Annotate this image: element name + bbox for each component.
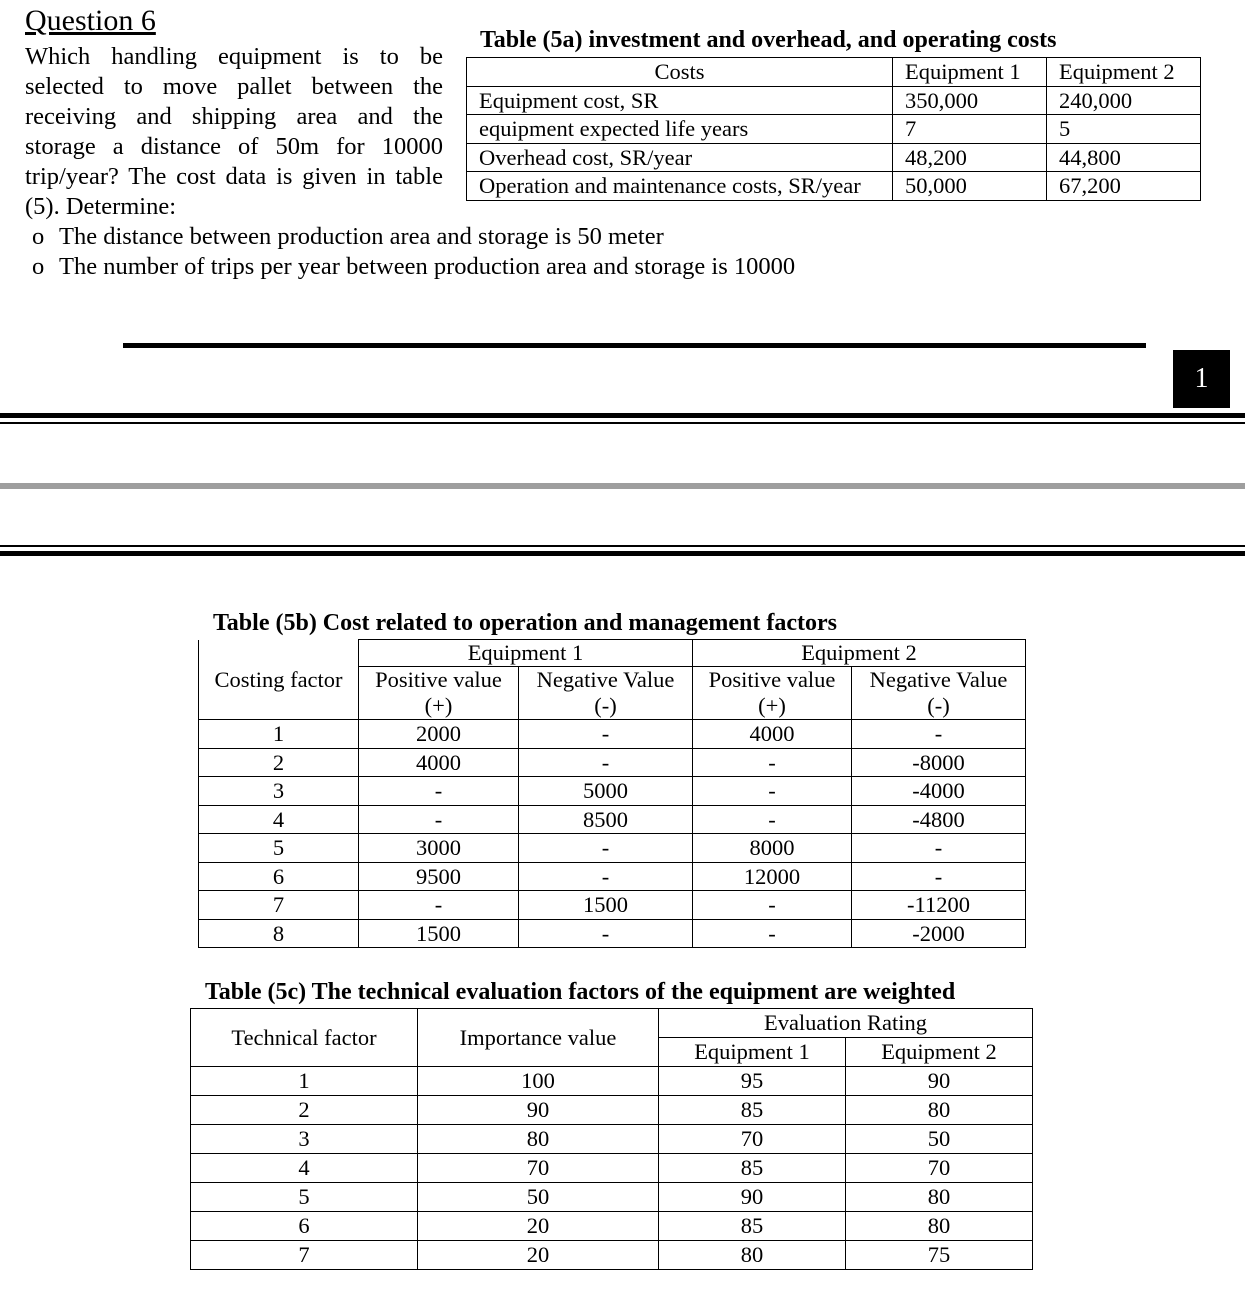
table-cell: -8000 <box>852 748 1026 777</box>
table-cell: equipment expected life years <box>467 115 893 144</box>
table-5a-caption: Table (5a) investment and overhead, and operating costs <box>480 27 1057 53</box>
table-cell: 2 <box>191 1096 418 1125</box>
table-cell: 80 <box>846 1096 1033 1125</box>
table-cell: 75 <box>846 1241 1033 1270</box>
table-cell: - <box>693 891 852 920</box>
table-cell: - <box>519 720 693 749</box>
table-row <box>191 1096 1033 1125</box>
table-cell: 350,000 <box>893 86 1047 115</box>
table-cell: 90 <box>659 1183 846 1212</box>
table-row <box>199 834 1026 863</box>
group-header-evaluation-rating: Evaluation Rating <box>659 1009 1033 1038</box>
sign-header: (-) <box>519 693 693 720</box>
column-header-importance-value: Importance value <box>418 1009 659 1067</box>
table-cell: 4000 <box>693 720 852 749</box>
table-header-row <box>467 58 1201 87</box>
table-cell: - <box>693 777 852 806</box>
group-header-equipment-2: Equipment 2 <box>693 640 1026 667</box>
table-cell: 4000 <box>359 748 519 777</box>
column-header: Equipment 1 <box>659 1038 846 1067</box>
table-cell: 48,200 <box>893 143 1047 172</box>
sign-header: (+) <box>693 693 852 720</box>
table-cell: 4 <box>191 1154 418 1183</box>
table-cell: - <box>852 720 1026 749</box>
table-cell: 90 <box>418 1096 659 1125</box>
table-cell: - <box>852 862 1026 891</box>
table-row <box>467 115 1201 144</box>
table-cell: 50 <box>418 1183 659 1212</box>
table-cell: 70 <box>659 1125 846 1154</box>
table-cell: 50,000 <box>893 172 1047 201</box>
bullet-icon: o <box>32 253 45 280</box>
table-cell: -2000 <box>852 919 1026 948</box>
page-number-badge: 1 <box>1173 350 1230 408</box>
table-cell: 2 <box>199 748 359 777</box>
table-header-row <box>199 667 1026 694</box>
table-cell: - <box>852 834 1026 863</box>
table-cell: - <box>693 805 852 834</box>
table-cell: 90 <box>846 1067 1033 1096</box>
question-title: Question 6 <box>25 4 156 37</box>
table-cell: 80 <box>846 1212 1033 1241</box>
table-header-row <box>199 693 1026 720</box>
table-header-row <box>191 1009 1033 1038</box>
table-cell: 7 <box>191 1241 418 1270</box>
table-row <box>199 862 1026 891</box>
table-cell: 3 <box>199 777 359 806</box>
sign-header: (+) <box>359 693 519 720</box>
table-row <box>191 1067 1033 1096</box>
table-cell: -4800 <box>852 805 1026 834</box>
table-row <box>191 1125 1033 1154</box>
table-cell: 12000 <box>693 862 852 891</box>
table-cell: 8500 <box>519 805 693 834</box>
page-gap-divider <box>0 483 1245 489</box>
table-5c-caption: Table (5c) The technical evaluation factors of the equipment are weighted <box>205 979 956 1005</box>
table-row <box>199 805 1026 834</box>
table-cell: 4 <box>199 805 359 834</box>
table-row <box>199 777 1026 806</box>
table-cell: 5000 <box>519 777 693 806</box>
table-cell: 8 <box>199 919 359 948</box>
table-cell: 3 <box>191 1125 418 1154</box>
table-cell: -4000 <box>852 777 1026 806</box>
page-header-rule-thin <box>0 545 1245 547</box>
bullet-item: o The distance between production area and storage is 50 meter <box>32 223 664 250</box>
table-cell: 70 <box>846 1154 1033 1183</box>
table-row <box>191 1154 1033 1183</box>
table-cell: 6 <box>199 862 359 891</box>
table-cell: Equipment cost, SR <box>467 86 893 115</box>
table-cell: 8000 <box>693 834 852 863</box>
table-row <box>467 143 1201 172</box>
column-header: Equipment 2 <box>1047 58 1201 87</box>
table-header-row <box>199 640 1026 667</box>
table-row <box>199 919 1026 948</box>
table-cell: 5 <box>1047 115 1201 144</box>
table-cell: 5 <box>199 834 359 863</box>
table-cell: 1500 <box>359 919 519 948</box>
sign-header: (-) <box>852 693 1026 720</box>
table-cell: 6 <box>191 1212 418 1241</box>
header-cell-empty <box>199 640 359 667</box>
table-cell: - <box>519 919 693 948</box>
column-header: Equipment 2 <box>846 1038 1033 1067</box>
table-cell: 67,200 <box>1047 172 1201 201</box>
header-cell-empty <box>199 693 359 720</box>
table-cell: 100 <box>418 1067 659 1096</box>
table-cell: - <box>519 748 693 777</box>
table-cell: 9500 <box>359 862 519 891</box>
table-cell: - <box>693 919 852 948</box>
column-header: Positive value <box>693 667 852 694</box>
table-cell: 1 <box>191 1067 418 1096</box>
table-row <box>199 891 1026 920</box>
table-cell: 20 <box>418 1212 659 1241</box>
table-5c <box>190 1008 1033 1270</box>
table-cell: - <box>519 834 693 863</box>
table-cell: 5 <box>191 1183 418 1212</box>
underline-rule <box>123 343 1146 348</box>
bullet-list <box>32 222 795 282</box>
table-cell: 2000 <box>359 720 519 749</box>
page-footer-rule-thin <box>0 422 1245 424</box>
table-cell: 50 <box>846 1125 1033 1154</box>
column-header-costing-factor: Costing factor <box>199 667 359 694</box>
table-cell: - <box>693 748 852 777</box>
table-cell: 7 <box>893 115 1047 144</box>
table-cell: 7 <box>199 891 359 920</box>
table-cell: 80 <box>659 1241 846 1270</box>
table-cell: 80 <box>846 1183 1033 1212</box>
table-cell: 1500 <box>519 891 693 920</box>
table-cell: 85 <box>659 1212 846 1241</box>
column-header-technical-factor: Technical factor <box>191 1009 418 1067</box>
column-header: Positive value <box>359 667 519 694</box>
table-cell: 3000 <box>359 834 519 863</box>
group-header-equipment-1: Equipment 1 <box>359 640 693 667</box>
table-cell: Overhead cost, SR/year <box>467 143 893 172</box>
table-cell: 70 <box>418 1154 659 1183</box>
table-cell: - <box>359 891 519 920</box>
question-text: Which handling equipment is to be selected to move pallet between the receiving and shipping area and the storage a distance of 50m for 10000 trip/year? The cost data is given in table (5). Determine: <box>25 43 443 220</box>
table-cell: 44,800 <box>1047 143 1201 172</box>
column-header: Negative Value <box>519 667 693 694</box>
table-cell: -11200 <box>852 891 1026 920</box>
table-cell: Operation and maintenance costs, SR/year <box>467 172 893 201</box>
table-cell: 240,000 <box>1047 86 1201 115</box>
table-row <box>467 86 1201 115</box>
bullet-icon: o <box>32 223 45 250</box>
column-header: Equipment 1 <box>893 58 1047 87</box>
table-cell: 85 <box>659 1154 846 1183</box>
table-cell: - <box>519 862 693 891</box>
page-footer-rule <box>0 413 1245 418</box>
table-cell: 1 <box>199 720 359 749</box>
table-row <box>191 1183 1033 1212</box>
table-cell: 85 <box>659 1096 846 1125</box>
table-row <box>467 172 1201 201</box>
table-row <box>199 720 1026 749</box>
table-row <box>191 1212 1033 1241</box>
table-cell: 95 <box>659 1067 846 1096</box>
table-5a <box>466 57 1201 201</box>
table-5b-caption: Table (5b) Cost related to operation and management factors <box>213 610 837 636</box>
table-cell: 20 <box>418 1241 659 1270</box>
column-header: Costs <box>467 58 893 87</box>
table-cell: 80 <box>418 1125 659 1154</box>
column-header: Negative Value <box>852 667 1026 694</box>
table-cell: - <box>359 805 519 834</box>
table-row <box>199 748 1026 777</box>
table-row <box>191 1241 1033 1270</box>
table-cell: - <box>359 777 519 806</box>
bullet-item: o The number of trips per year between production area and storage is 10000 <box>32 253 796 280</box>
table-5b <box>198 639 1026 948</box>
page-header-rule <box>0 551 1245 556</box>
